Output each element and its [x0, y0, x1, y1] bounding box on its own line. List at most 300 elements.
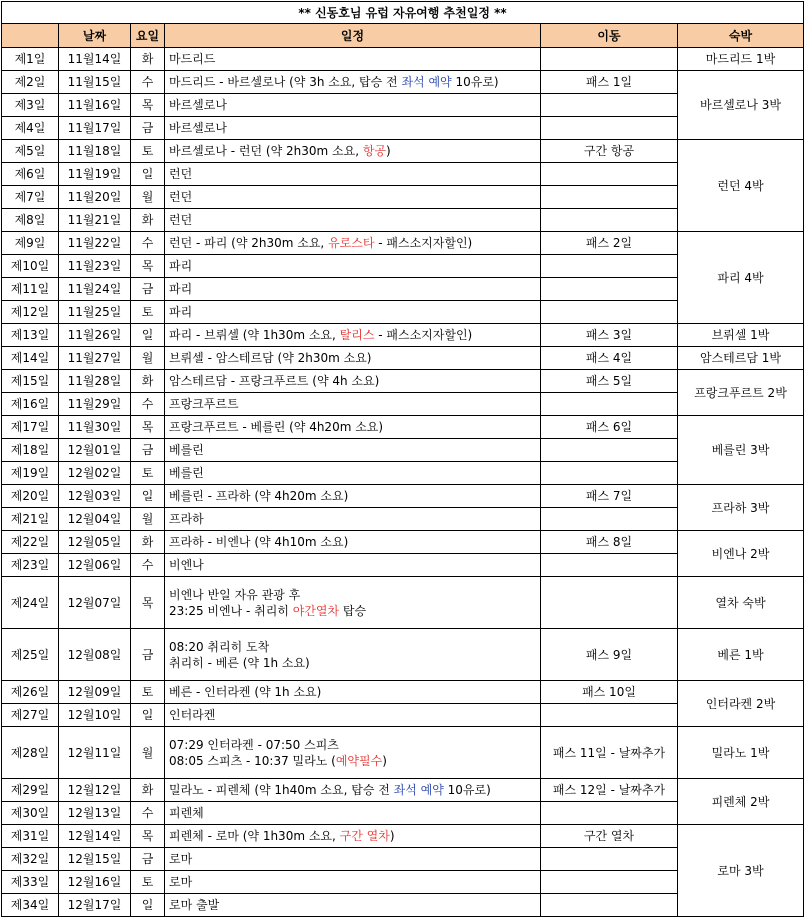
table-row	[2, 727, 804, 779]
itinerary-text: 탑승	[339, 603, 367, 618]
itinerary-text: )	[389, 829, 395, 843]
stay-cell: 인터라켄 2박	[678, 681, 804, 727]
itinerary-line	[169, 74, 536, 90]
day-cell: 제6일	[2, 163, 59, 186]
transport-cell	[541, 186, 678, 209]
itinerary-line	[169, 143, 536, 159]
itinerary-line	[169, 511, 536, 527]
transport-cell	[541, 117, 678, 140]
day-cell: 제10일	[2, 255, 59, 278]
itinerary-text: )	[382, 753, 387, 768]
weekday-cell: 토	[131, 301, 165, 324]
itinerary-text: 08:05 스피츠 - 10:37 밀라노 (	[169, 753, 336, 768]
itinerary-text: 런던	[169, 190, 193, 204]
itinerary-line	[169, 684, 536, 700]
header-transport: 이동	[541, 24, 678, 48]
stay-cell: 프랑크푸르트 2박	[678, 370, 804, 416]
itinerary-line	[169, 782, 536, 798]
itinerary-text: 마드리드	[169, 52, 216, 66]
day-cell: 제5일	[2, 140, 59, 163]
itinerary-cell	[165, 324, 541, 347]
itinerary-cell	[165, 802, 541, 825]
itinerary-line	[169, 327, 536, 343]
itinerary-text: 파리 - 브뤼셀 (약 1h30m 소요,	[169, 328, 340, 342]
itinerary-line	[169, 639, 536, 655]
day-cell: 제11일	[2, 278, 59, 301]
itinerary-cell	[165, 393, 541, 416]
transport-cell	[541, 163, 678, 186]
itinerary-text: 프라하	[169, 512, 204, 526]
date-cell: 11월22일	[59, 232, 131, 255]
transport-cell: 패스 9일	[541, 629, 678, 681]
itinerary-cell	[165, 727, 541, 779]
itinerary-line	[169, 281, 536, 297]
itinerary-text: 10유로)	[443, 783, 491, 797]
date-cell: 11월19일	[59, 163, 131, 186]
date-cell: 11월30일	[59, 416, 131, 439]
stay-cell: 열차 숙박	[678, 577, 804, 629]
day-cell: 제20일	[2, 485, 59, 508]
itinerary-line	[169, 897, 536, 913]
table-row	[2, 577, 804, 629]
weekday-cell: 토	[131, 871, 165, 894]
weekday-cell: 일	[131, 894, 165, 917]
weekday-cell: 일	[131, 324, 165, 347]
date-cell: 12월02일	[59, 462, 131, 485]
day-cell: 제8일	[2, 209, 59, 232]
date-cell: 12월04일	[59, 508, 131, 531]
itinerary-text: 런던	[169, 213, 193, 227]
itinerary-cell	[165, 278, 541, 301]
date-cell: 11월18일	[59, 140, 131, 163]
date-cell: 11월15일	[59, 71, 131, 94]
itinerary-text: 암스테르담 - 프랑크푸르트 (약 4h 소요)	[169, 374, 380, 388]
transport-cell	[541, 393, 678, 416]
itinerary-text: 파리	[169, 259, 193, 273]
date-cell: 12월12일	[59, 779, 131, 802]
date-cell: 12월09일	[59, 681, 131, 704]
itinerary-line	[169, 419, 536, 435]
itinerary-line	[169, 235, 536, 251]
weekday-cell: 월	[131, 186, 165, 209]
day-cell: 제23일	[2, 554, 59, 577]
itinerary-cell	[165, 554, 541, 577]
date-cell: 11월16일	[59, 94, 131, 117]
day-cell: 제19일	[2, 462, 59, 485]
day-cell: 제3일	[2, 94, 59, 117]
itinerary-cell	[165, 629, 541, 681]
transport-cell: 패스 11일 - 날짜추가	[541, 727, 678, 779]
table-row	[2, 416, 804, 439]
date-cell: 12월16일	[59, 871, 131, 894]
itinerary-cell	[165, 439, 541, 462]
stay-cell: 파리 4박	[678, 232, 804, 324]
date-cell: 12월13일	[59, 802, 131, 825]
date-cell: 11월27일	[59, 347, 131, 370]
date-cell: 12월10일	[59, 704, 131, 727]
stay-cell: 바르셀로나 3박	[678, 71, 804, 140]
day-cell: 제7일	[2, 186, 59, 209]
header-row	[2, 24, 804, 48]
table-row	[2, 531, 804, 554]
transport-cell	[541, 848, 678, 871]
itinerary-text: 취리히 - 베른 (약 1h 소요)	[169, 655, 310, 670]
header-day	[2, 24, 59, 48]
date-cell: 12월14일	[59, 825, 131, 848]
transport-cell: 패스 8일	[541, 531, 678, 554]
itinerary-line	[169, 396, 536, 412]
day-cell: 제33일	[2, 871, 59, 894]
day-cell: 제22일	[2, 531, 59, 554]
itinerary-text: 피렌체 - 로마 (약 1h30m 소요,	[169, 829, 340, 843]
itinerary-table	[1, 1, 804, 917]
weekday-cell: 목	[131, 416, 165, 439]
itinerary-cell	[165, 577, 541, 629]
itinerary-text: 비엔나	[169, 558, 204, 572]
itinerary-body	[2, 2, 804, 917]
itinerary-line	[169, 753, 536, 769]
highlight-text: 야간열차	[292, 603, 340, 618]
transport-cell	[541, 894, 678, 917]
table-row	[2, 681, 804, 704]
date-cell: 12월01일	[59, 439, 131, 462]
stay-cell: 베른 1박	[678, 629, 804, 681]
itinerary-line	[169, 97, 536, 113]
day-cell: 제31일	[2, 825, 59, 848]
day-cell: 제25일	[2, 629, 59, 681]
day-cell: 제1일	[2, 48, 59, 71]
itinerary-line	[169, 737, 536, 753]
sheet-title: ** 신동호님 유럽 자유여행 추천일정 **	[2, 2, 804, 24]
date-cell: 11월23일	[59, 255, 131, 278]
table-row	[2, 485, 804, 508]
transport-cell	[541, 48, 678, 71]
itinerary-text: - 패스소지자할인)	[374, 236, 473, 250]
itinerary-text: 로마 출발	[169, 898, 220, 912]
date-cell: 12월05일	[59, 531, 131, 554]
day-cell: 제28일	[2, 727, 59, 779]
day-cell: 제26일	[2, 681, 59, 704]
day-cell: 제9일	[2, 232, 59, 255]
weekday-cell: 일	[131, 704, 165, 727]
itinerary-cell	[165, 416, 541, 439]
table-row	[2, 232, 804, 255]
itinerary-line	[169, 120, 536, 136]
itinerary-text: - 패스소지자할인)	[374, 328, 473, 342]
title-row	[2, 2, 804, 24]
weekday-cell: 일	[131, 485, 165, 508]
itinerary-cell	[165, 531, 541, 554]
transport-cell: 구간 항공	[541, 140, 678, 163]
itinerary-cell	[165, 871, 541, 894]
itinerary-cell	[165, 825, 541, 848]
day-cell: 제24일	[2, 577, 59, 629]
weekday-cell: 목	[131, 255, 165, 278]
itinerary-text: 로마	[169, 852, 193, 866]
date-cell: 11월20일	[59, 186, 131, 209]
highlight-text: 예약필수	[335, 753, 383, 768]
table-row	[2, 71, 804, 94]
weekday-cell: 화	[131, 209, 165, 232]
itinerary-text: 바르셀로나 - 런던 (약 2h30m 소요,	[169, 144, 363, 158]
day-cell: 제2일	[2, 71, 59, 94]
itinerary-text: 브뤼셀 - 암스테르담 (약 2h30m 소요)	[169, 351, 372, 365]
table-row	[2, 825, 804, 848]
day-cell: 제16일	[2, 393, 59, 416]
weekday-cell: 일	[131, 163, 165, 186]
weekday-cell: 토	[131, 681, 165, 704]
date-cell: 12월08일	[59, 629, 131, 681]
stay-cell: 브뤼셀 1박	[678, 324, 804, 347]
day-cell: 제32일	[2, 848, 59, 871]
table-row	[2, 629, 804, 681]
highlight-text: 좌석 예약	[401, 75, 452, 89]
weekday-cell: 수	[131, 393, 165, 416]
table-row	[2, 370, 804, 393]
date-cell: 11월21일	[59, 209, 131, 232]
itinerary-text: 비엔나 반일 자유 관광 후	[169, 587, 301, 602]
itinerary-cell	[165, 848, 541, 871]
table-row	[2, 48, 804, 71]
transport-cell: 패스 12일 - 날짜추가	[541, 779, 678, 802]
itinerary-cell	[165, 163, 541, 186]
itinerary-text: 파리	[169, 282, 193, 296]
itinerary-text: 07:29 인터라켄 - 07:50 스피츠	[169, 737, 339, 752]
day-cell: 제29일	[2, 779, 59, 802]
itinerary-line	[169, 851, 536, 867]
date-cell: 11월14일	[59, 48, 131, 71]
transport-cell	[541, 301, 678, 324]
weekday-cell: 금	[131, 117, 165, 140]
itinerary-line	[169, 603, 536, 619]
itinerary-line	[169, 488, 536, 504]
transport-cell: 패스 10일	[541, 681, 678, 704]
transport-cell	[541, 94, 678, 117]
itinerary-line	[169, 557, 536, 573]
transport-cell	[541, 209, 678, 232]
transport-cell	[541, 278, 678, 301]
date-cell: 12월17일	[59, 894, 131, 917]
date-cell: 12월15일	[59, 848, 131, 871]
weekday-cell: 목	[131, 825, 165, 848]
itinerary-line	[169, 258, 536, 274]
itinerary-text: 베를린 - 프라하 (약 4h20m 소요)	[169, 489, 349, 503]
day-cell: 제12일	[2, 301, 59, 324]
transport-cell: 패스 7일	[541, 485, 678, 508]
header-stay: 숙박	[678, 24, 804, 48]
transport-cell: 패스 1일	[541, 71, 678, 94]
itinerary-cell	[165, 347, 541, 370]
weekday-cell: 수	[131, 802, 165, 825]
date-cell: 11월26일	[59, 324, 131, 347]
weekday-cell: 월	[131, 347, 165, 370]
weekday-cell: 화	[131, 531, 165, 554]
stay-cell: 마드리드 1박	[678, 48, 804, 71]
weekday-cell: 수	[131, 232, 165, 255]
itinerary-line	[169, 373, 536, 389]
day-cell: 제15일	[2, 370, 59, 393]
itinerary-line	[169, 465, 536, 481]
itinerary-text: 런던	[169, 167, 193, 181]
stay-cell: 베를린 3박	[678, 416, 804, 485]
transport-cell	[541, 554, 678, 577]
itinerary-line	[169, 166, 536, 182]
weekday-cell: 금	[131, 439, 165, 462]
stay-cell: 프라하 3박	[678, 485, 804, 531]
itinerary-text: 로마	[169, 875, 193, 889]
date-cell: 11월25일	[59, 301, 131, 324]
itinerary-line	[169, 189, 536, 205]
transport-cell: 패스 6일	[541, 416, 678, 439]
itinerary-text: 프라하 - 비엔나 (약 4h10m 소요)	[169, 535, 349, 549]
transport-cell	[541, 704, 678, 727]
transport-cell	[541, 577, 678, 629]
itinerary-line	[169, 212, 536, 228]
itinerary-cell	[165, 681, 541, 704]
date-cell: 11월17일	[59, 117, 131, 140]
table-row	[2, 347, 804, 370]
date-cell: 12월11일	[59, 727, 131, 779]
weekday-cell: 목	[131, 577, 165, 629]
day-cell: 제30일	[2, 802, 59, 825]
itinerary-text: 런던 - 파리 (약 2h30m 소요,	[169, 236, 329, 250]
weekday-cell: 목	[131, 94, 165, 117]
date-cell: 12월06일	[59, 554, 131, 577]
itinerary-cell	[165, 255, 541, 278]
day-cell: 제13일	[2, 324, 59, 347]
itinerary-line	[169, 51, 536, 67]
itinerary-cell	[165, 232, 541, 255]
itinerary-text: 바르셀로나	[169, 98, 227, 112]
day-cell: 제17일	[2, 416, 59, 439]
transport-cell: 패스 5일	[541, 370, 678, 393]
itinerary-cell	[165, 508, 541, 531]
stay-cell: 비엔나 2박	[678, 531, 804, 577]
highlight-text: 유로스타	[328, 236, 375, 250]
highlight-text: 탈리스	[339, 328, 375, 342]
weekday-cell: 토	[131, 140, 165, 163]
transport-cell: 패스 4일	[541, 347, 678, 370]
transport-cell	[541, 508, 678, 531]
itinerary-cell	[165, 779, 541, 802]
itinerary-text: 08:20 취리히 도착	[169, 639, 270, 654]
day-cell: 제14일	[2, 347, 59, 370]
stay-cell: 로마 3박	[678, 825, 804, 917]
date-cell: 12월03일	[59, 485, 131, 508]
transport-cell	[541, 439, 678, 462]
itinerary-cell	[165, 186, 541, 209]
itinerary-line	[169, 534, 536, 550]
weekday-cell: 금	[131, 278, 165, 301]
itinerary-text: 피렌체	[169, 806, 204, 820]
itinerary-cell	[165, 117, 541, 140]
itinerary-line	[169, 828, 536, 844]
itinerary-cell	[165, 301, 541, 324]
transport-cell: 구간 열차	[541, 825, 678, 848]
itinerary-text: 베를린	[169, 466, 204, 480]
header-weekday: 요일	[131, 24, 165, 48]
itinerary-line	[169, 304, 536, 320]
day-cell: 제27일	[2, 704, 59, 727]
table-row	[2, 324, 804, 347]
weekday-cell: 수	[131, 554, 165, 577]
itinerary-text: 베를린	[169, 443, 204, 457]
itinerary-cell	[165, 894, 541, 917]
stay-cell: 런던 4박	[678, 140, 804, 232]
transport-cell	[541, 802, 678, 825]
header-date: 날짜	[59, 24, 131, 48]
itinerary-cell	[165, 140, 541, 163]
weekday-cell: 수	[131, 71, 165, 94]
itinerary-line	[169, 655, 536, 671]
date-cell: 12월07일	[59, 577, 131, 629]
itinerary-text: 23:25 비엔나 - 취리히	[169, 603, 293, 618]
itinerary-text: 마드리드 - 바르셀로나 (약 3h 소요, 탑승 전	[169, 75, 402, 89]
itinerary-cell	[165, 48, 541, 71]
itinerary-cell	[165, 71, 541, 94]
itinerary-text: )	[386, 144, 391, 158]
weekday-cell: 화	[131, 779, 165, 802]
itinerary-cell	[165, 94, 541, 117]
itinerary-cell	[165, 370, 541, 393]
itinerary-text: 10유로)	[451, 75, 499, 89]
highlight-text: 항공	[362, 144, 387, 158]
itinerary-text: 베른 - 인터라켄 (약 1h 소요)	[169, 685, 322, 699]
weekday-cell: 월	[131, 727, 165, 779]
header-itinerary: 일정	[165, 24, 541, 48]
weekday-cell: 화	[131, 370, 165, 393]
highlight-text: 구간 열차	[339, 829, 390, 843]
itinerary-text: 바르셀로나	[169, 121, 227, 135]
itinerary-cell	[165, 462, 541, 485]
day-cell: 제18일	[2, 439, 59, 462]
transport-cell: 패스 3일	[541, 324, 678, 347]
itinerary-cell	[165, 209, 541, 232]
stay-cell: 밀라노 1박	[678, 727, 804, 779]
weekday-cell: 토	[131, 462, 165, 485]
itinerary-cell	[165, 485, 541, 508]
itinerary-text: 인터라켄	[169, 708, 216, 722]
stay-cell: 피렌체 2박	[678, 779, 804, 825]
itinerary-line	[169, 805, 536, 821]
transport-cell: 패스 2일	[541, 232, 678, 255]
itinerary-text: 프랑크푸르트	[169, 397, 239, 411]
itinerary-text: 파리	[169, 305, 193, 319]
date-cell: 11월29일	[59, 393, 131, 416]
date-cell: 11월28일	[59, 370, 131, 393]
itinerary-line	[169, 874, 536, 890]
weekday-cell: 화	[131, 48, 165, 71]
table-row	[2, 779, 804, 802]
highlight-text: 좌석 예약	[393, 783, 444, 797]
itinerary-text: 밀라노 - 피렌체 (약 1h40m 소요, 탑승 전	[169, 783, 394, 797]
itinerary-line	[169, 350, 536, 366]
itinerary-line	[169, 587, 536, 603]
day-cell: 제34일	[2, 894, 59, 917]
day-cell: 제4일	[2, 117, 59, 140]
transport-cell	[541, 255, 678, 278]
date-cell: 11월24일	[59, 278, 131, 301]
itinerary-text: 프랑크푸르트 - 베를린 (약 4h20m 소요)	[169, 420, 384, 434]
transport-cell	[541, 871, 678, 894]
weekday-cell: 금	[131, 848, 165, 871]
itinerary-cell	[165, 704, 541, 727]
weekday-cell: 월	[131, 508, 165, 531]
table-row	[2, 140, 804, 163]
itinerary-line	[169, 442, 536, 458]
weekday-cell: 금	[131, 629, 165, 681]
transport-cell	[541, 462, 678, 485]
